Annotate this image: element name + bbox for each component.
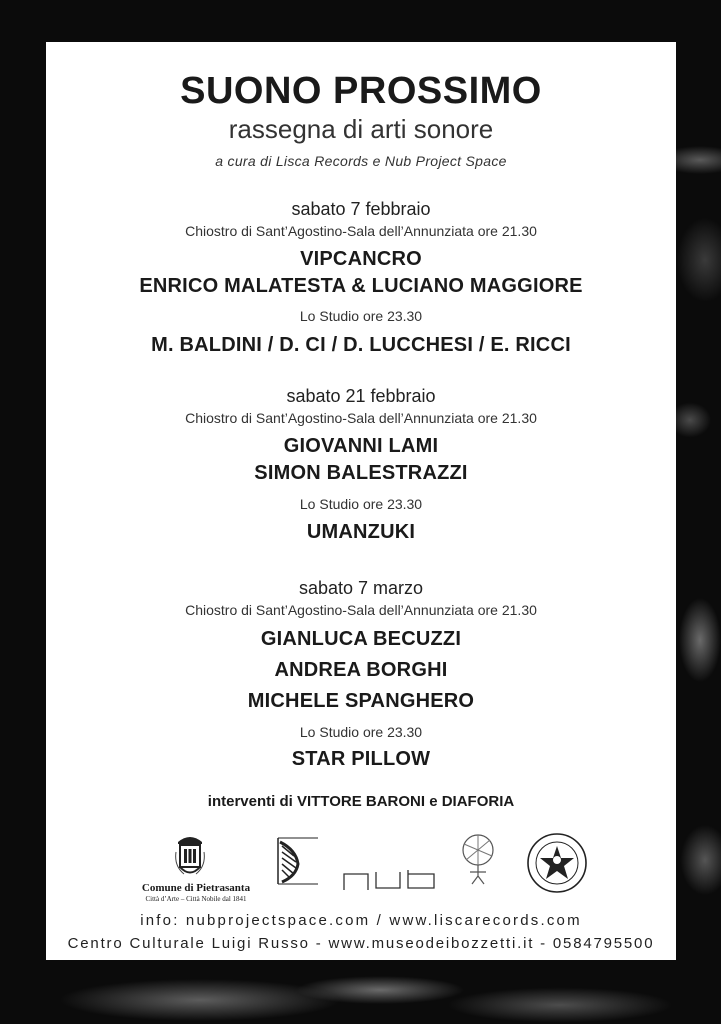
comune-crest-icon <box>174 832 206 880</box>
event-2-venue-studio: Lo Studio ore 23.30 <box>299 496 423 512</box>
event-2-artist: GIOVANNI LAMI <box>283 435 439 457</box>
event-2-artist: UMANZUKI <box>306 521 416 543</box>
event-3-venue-studio: Lo Studio ore 23.30 <box>299 724 423 740</box>
poster-title: SUONO PROSSIMO <box>180 70 542 112</box>
sponsor-logos <box>46 832 676 902</box>
comune-name: Comune di Pietrasanta <box>141 882 251 894</box>
event-2-artist: SIMON BALESTRAZZI <box>254 462 468 484</box>
event-3-venue-chiostro: Chiostro di Sant’Agostino-Sala dell’Annunziata ore 21.30 <box>185 602 537 618</box>
poster-subtitle: rassegna di arti sonore <box>228 114 494 144</box>
event-2-venue-chiostro: Chiostro di Sant’Agostino-Sala dell’Annunziata ore 21.30 <box>185 410 537 426</box>
event-1-artist: M. BALDINI / D. CI / D. LUCCHESI / E. RICCI <box>151 334 571 356</box>
circle-figure-logo-icon <box>456 832 500 888</box>
event-1-artist: VIPCANCRO <box>300 248 422 270</box>
event-1-venue-chiostro: Chiostro di Sant’Agostino-Sala dell’Annunziata ore 21.30 <box>185 223 537 239</box>
event-3-artist: MICHELE SPANGHERO <box>247 690 475 712</box>
event-3-artist: STAR PILLOW <box>291 748 431 770</box>
event-2-date: sabato 21 febbraio <box>286 386 436 406</box>
comune-subtitle: Città d’Arte – Città Nobile dal 1841 <box>145 895 247 903</box>
nub-logo-icon <box>342 870 438 892</box>
interventi-line: interventi di VITTORE BARONI e DIAFORIA <box>207 793 515 810</box>
poster-panel <box>46 42 676 960</box>
lo-studio-badge-icon <box>526 832 588 894</box>
curator-line: a cura di Lisca Records e Nub Project Space <box>215 153 507 169</box>
event-3-artist: GIANLUCA BECUZZI <box>260 628 462 650</box>
lisca-records-logo-icon <box>276 836 320 886</box>
footer-centro: Centro Culturale Luigi Russo - www.museodeibozzetti.it - 0584795500 <box>67 935 655 952</box>
event-3-date: sabato 7 marzo <box>298 578 424 598</box>
event-3-artist: ANDREA BORGHI <box>274 659 448 681</box>
event-1-date: sabato 7 febbraio <box>291 199 431 219</box>
footer-info: info: nubprojectspace.com / www.liscarecords.com <box>140 912 582 929</box>
event-1-artist: ENRICO MALATESTA & LUCIANO MAGGIORE <box>139 275 583 297</box>
event-1-venue-studio: Lo Studio ore 23.30 <box>299 308 423 324</box>
